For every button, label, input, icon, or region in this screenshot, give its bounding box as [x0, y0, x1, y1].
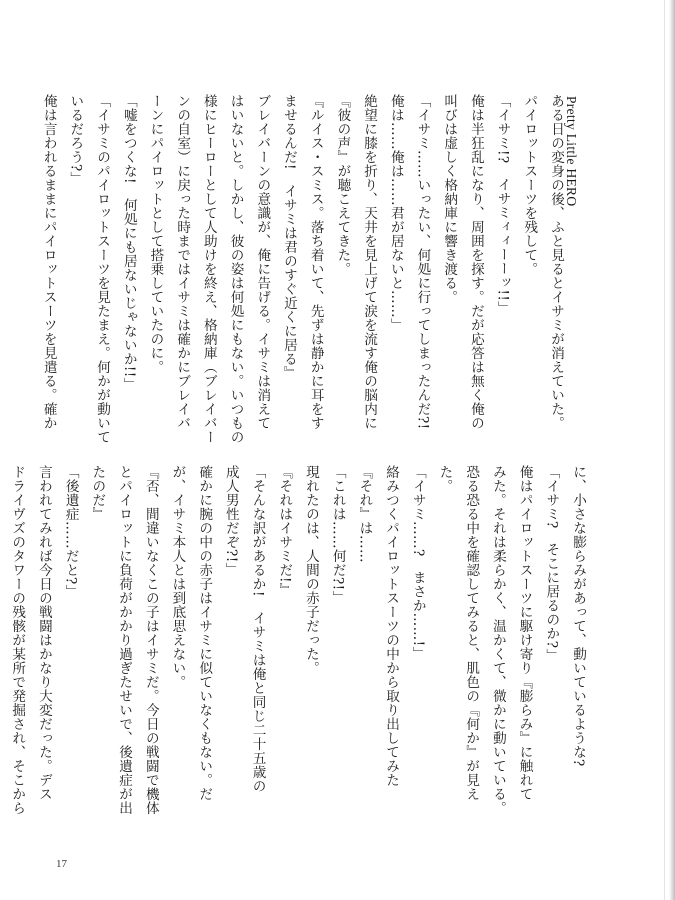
- text-line: 「イサミのパイロットスーツを見たまえ。何かが動いて: [94, 94, 111, 444]
- text-line: 「イサミ……? まさか……!」: [409, 465, 426, 661]
- text-line: 現れたのは、人間の赤子だった。: [302, 465, 319, 675]
- page-edge-shadow: [669, 0, 675, 900]
- text-line: 俺は言われるままにパイロットスーツを見遣る。確か: [40, 94, 57, 430]
- text-line: 俺は……俺は……君が居ないと……」: [387, 94, 404, 332]
- text-line: が、イサミ本人とは到底思えない。: [169, 465, 186, 689]
- text-line: 『彼の声』が聴こえてきた。: [334, 94, 351, 276]
- text-line: に、小さな膨らみがあって、動いているような?: [570, 465, 586, 767]
- text-line: みた。それは柔らかく、温かくて、微かに動いている。: [489, 465, 506, 815]
- text-line: 言われてみれば今日の戦闘はかなり大変だった。デス: [35, 465, 52, 801]
- lower-text-block: [9, 465, 591, 845]
- text-line: ーンにパイロットとして搭乗していたのに。: [147, 94, 164, 374]
- text-line: 「これは……何だ?!」: [329, 465, 346, 605]
- text-line: ンの自室）に戻った時まではイサミは確かにブレイバ: [174, 94, 191, 430]
- text-line: ませるんだ! イサミは君のすぐ近くに居る』: [280, 94, 297, 380]
- text-line: たのだ』: [89, 465, 106, 521]
- text-line: 「イサミ……いったい、何処に行ってしまったんだ?!: [414, 94, 431, 430]
- text-line: いるだろう?」: [67, 94, 84, 186]
- text-line: 絶望に膝を折り、天井を見上げて涙を流す俺の脳内に: [361, 94, 378, 430]
- upper-text-block: [40, 94, 569, 446]
- text-line: 「イサミ!? イサミィィーーッ!!」: [494, 94, 511, 316]
- text-line: [0, 465, 4, 845]
- text-line: 『それ』は……: [356, 465, 373, 563]
- text-line: とパイロットに負荷がかかり過ぎたせいで、後遺症が出: [116, 465, 133, 815]
- text-line: ブレイバーンの意識が、俺に告げる。イサミは消えて: [254, 94, 271, 430]
- text-line: 恐る恐る中を確認してみると、肌色の『何か』が見え: [463, 465, 480, 801]
- text-line: はいないと。しかし、彼の姿は何処にもない。いつもの: [227, 94, 244, 444]
- text-line: 「そんな訳があるか! イサミは俺と同じ二十五歳の: [249, 465, 266, 793]
- chapter-title: Pretty Little HERO: [564, 96, 579, 207]
- text-line: た。: [436, 465, 453, 493]
- text-line: 成人男性だぞ?!」: [222, 465, 239, 577]
- page-edge-line: [664, 0, 665, 900]
- text-line: 俺はパイロットスーツに駆け寄り『膨らみ』に触れて: [516, 465, 533, 801]
- text-line: 確かに腕の中の赤子はイサミに似ていなくもない。だ: [196, 465, 213, 801]
- text-line: 俺は半狂乱になり、周囲を探す。だが応答は無く俺の: [467, 94, 484, 430]
- text-line: パイロットスーツを残して。: [521, 94, 538, 276]
- text-line: 「後遺症……だと?」: [62, 465, 79, 599]
- text-line: ある日の変身の後、ふと見るとイサミが消えていた。: [548, 94, 564, 430]
- text-line: 叫びは虚しく格納庫に響き渡る。: [441, 94, 458, 304]
- page-number: 17: [56, 858, 67, 870]
- text-line: 『否、間違いなくこの子はイサミだ。今日の戦闘で機体: [142, 465, 159, 815]
- text-line: 『ルイス・スミス。落ち着いて、先ずは静かに耳をす: [307, 94, 324, 430]
- text-line: 様にヒーローとして人助けを終え、格納庫（ブレイバー: [200, 94, 217, 444]
- text-line: 「嘘をつくな! 何処にも居ないじゃないか!!」: [120, 94, 137, 392]
- text-line: ドライヴズのタワーの残骸が某所で発掘され、そこから: [9, 465, 26, 815]
- text-line: 「イサミ? そこに居るのか?」: [543, 465, 560, 663]
- text-line: 『それはイサミだ!』: [276, 465, 293, 597]
- text-line: 絡みつくパイロットスーツの中から取り出してみた: [383, 465, 400, 787]
